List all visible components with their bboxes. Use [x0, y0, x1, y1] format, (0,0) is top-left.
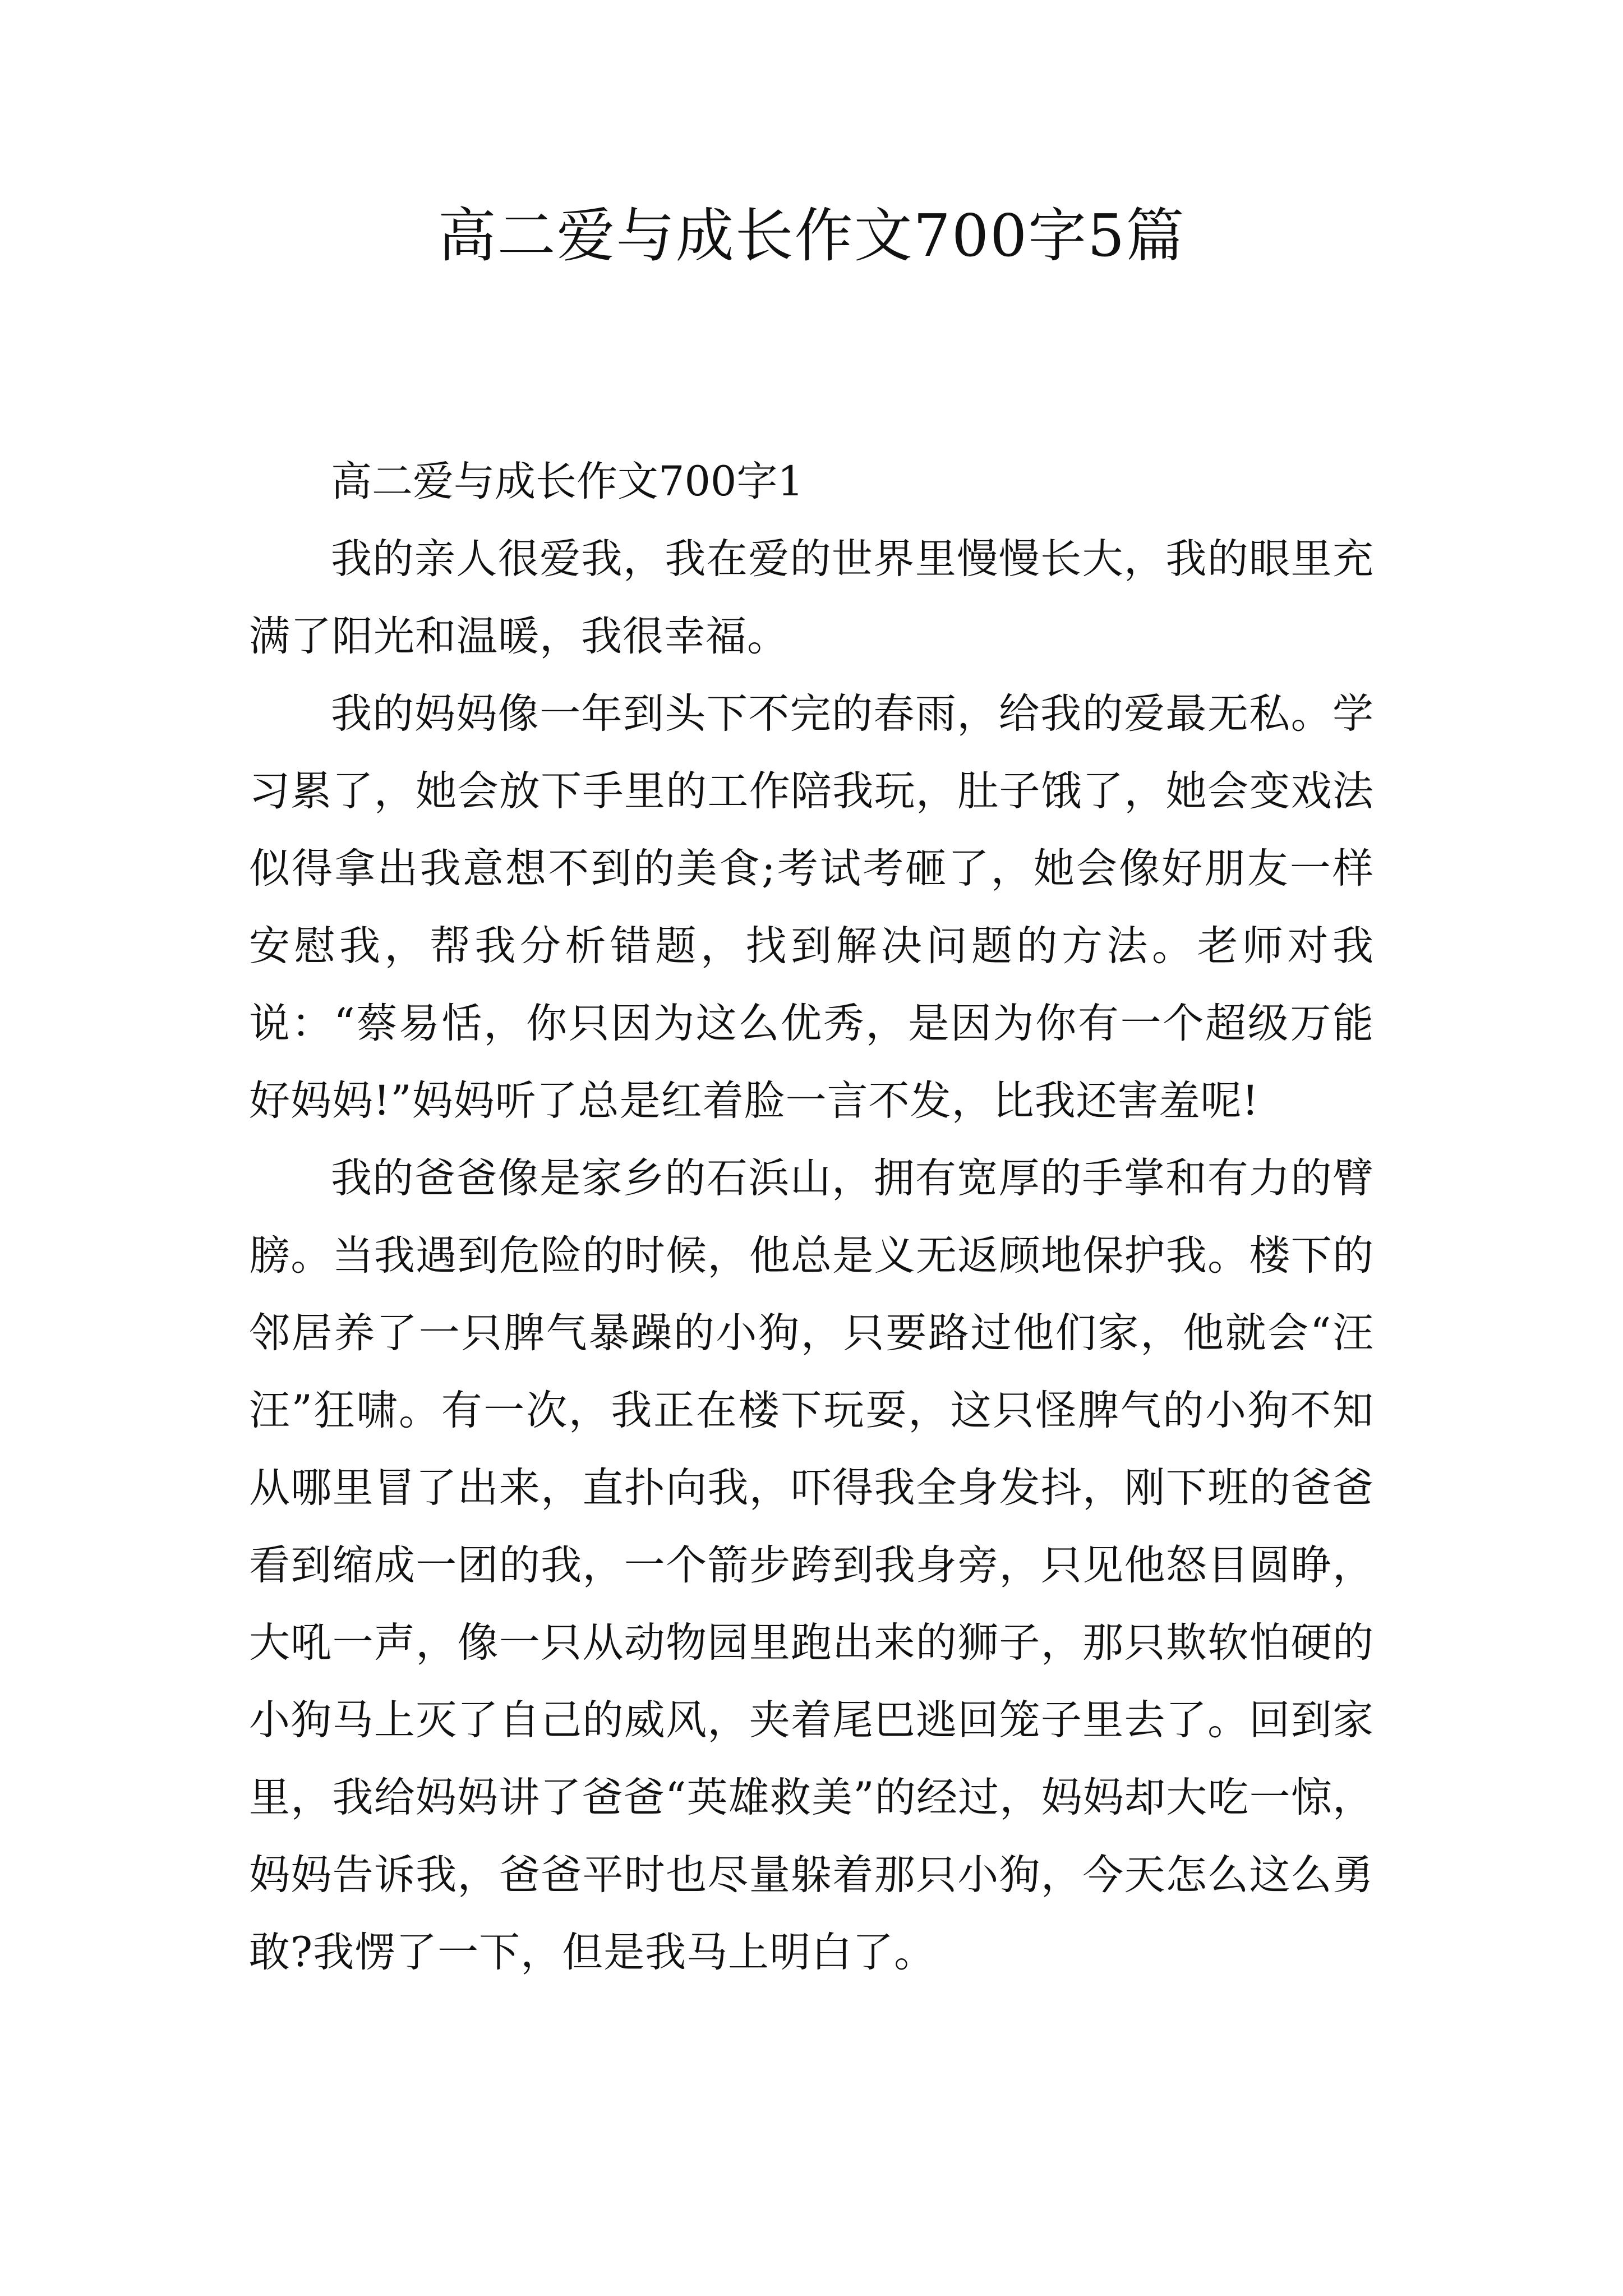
paragraph-3: 我的爸爸像是家乡的石浜山，拥有宽厚的手掌和有力的臂膀。当我遇到危险的时候，他总是义无返顾地保护我。楼下的邻居养了一只脾气暴躁的小狗，只要路过他们家，他就会“汪汪”狂啸。有一次，我正在楼下玩耍，这只怪脾气的小狗不知从哪里冒了出来，直扑向我，吓得我全身发抖，刚下班的爸爸看到缩成一团的我，一个箭步跨到我身旁，只见他怒目圆睁，大吼一声，像一只从动物园里跑出来的狮子，那只欺软怕硬的小狗马上灭了自己的威风，夹着尾巴逃回笼子里去了。回到家里，我给妈妈讲了爸爸“英雄救美”的经过，妈妈却大吃一惊，妈妈告诉我，爸爸平时也尽量躲着那只小狗，今天怎么这么勇敢?我愣了一下，但是我马上明白了。	[249, 1154, 1374, 1976]
document-body	[249, 443, 1374, 1991]
section-heading: 高二爱与成长作文700字1	[331, 458, 804, 505]
paragraph-2: 我的妈妈像一年到头下不完的春雨，给我的爱最无私。学习累了，她会放下手里的工作陪我玩，肚子饿了，她会变戏法似得拿出我意想不到的美食;考试考砸了，她会像好朋友一样安慰我，帮我分析错题，找到解决问题的方法。老师对我说：“蔡易恬，你只因为这么优秀，是因为你有一个超级万能好妈妈!”妈妈听了总是红着脸一言不发，比我还害羞呢!	[249, 690, 1374, 1125]
document-title: 高二爱与成长作文700字5篇	[437, 201, 1186, 270]
paragraph-1: 我的亲人很爱我，我在爱的世界里慢慢长大，我的眼里充满了阳光和温暖，我很幸福。	[249, 535, 1374, 660]
